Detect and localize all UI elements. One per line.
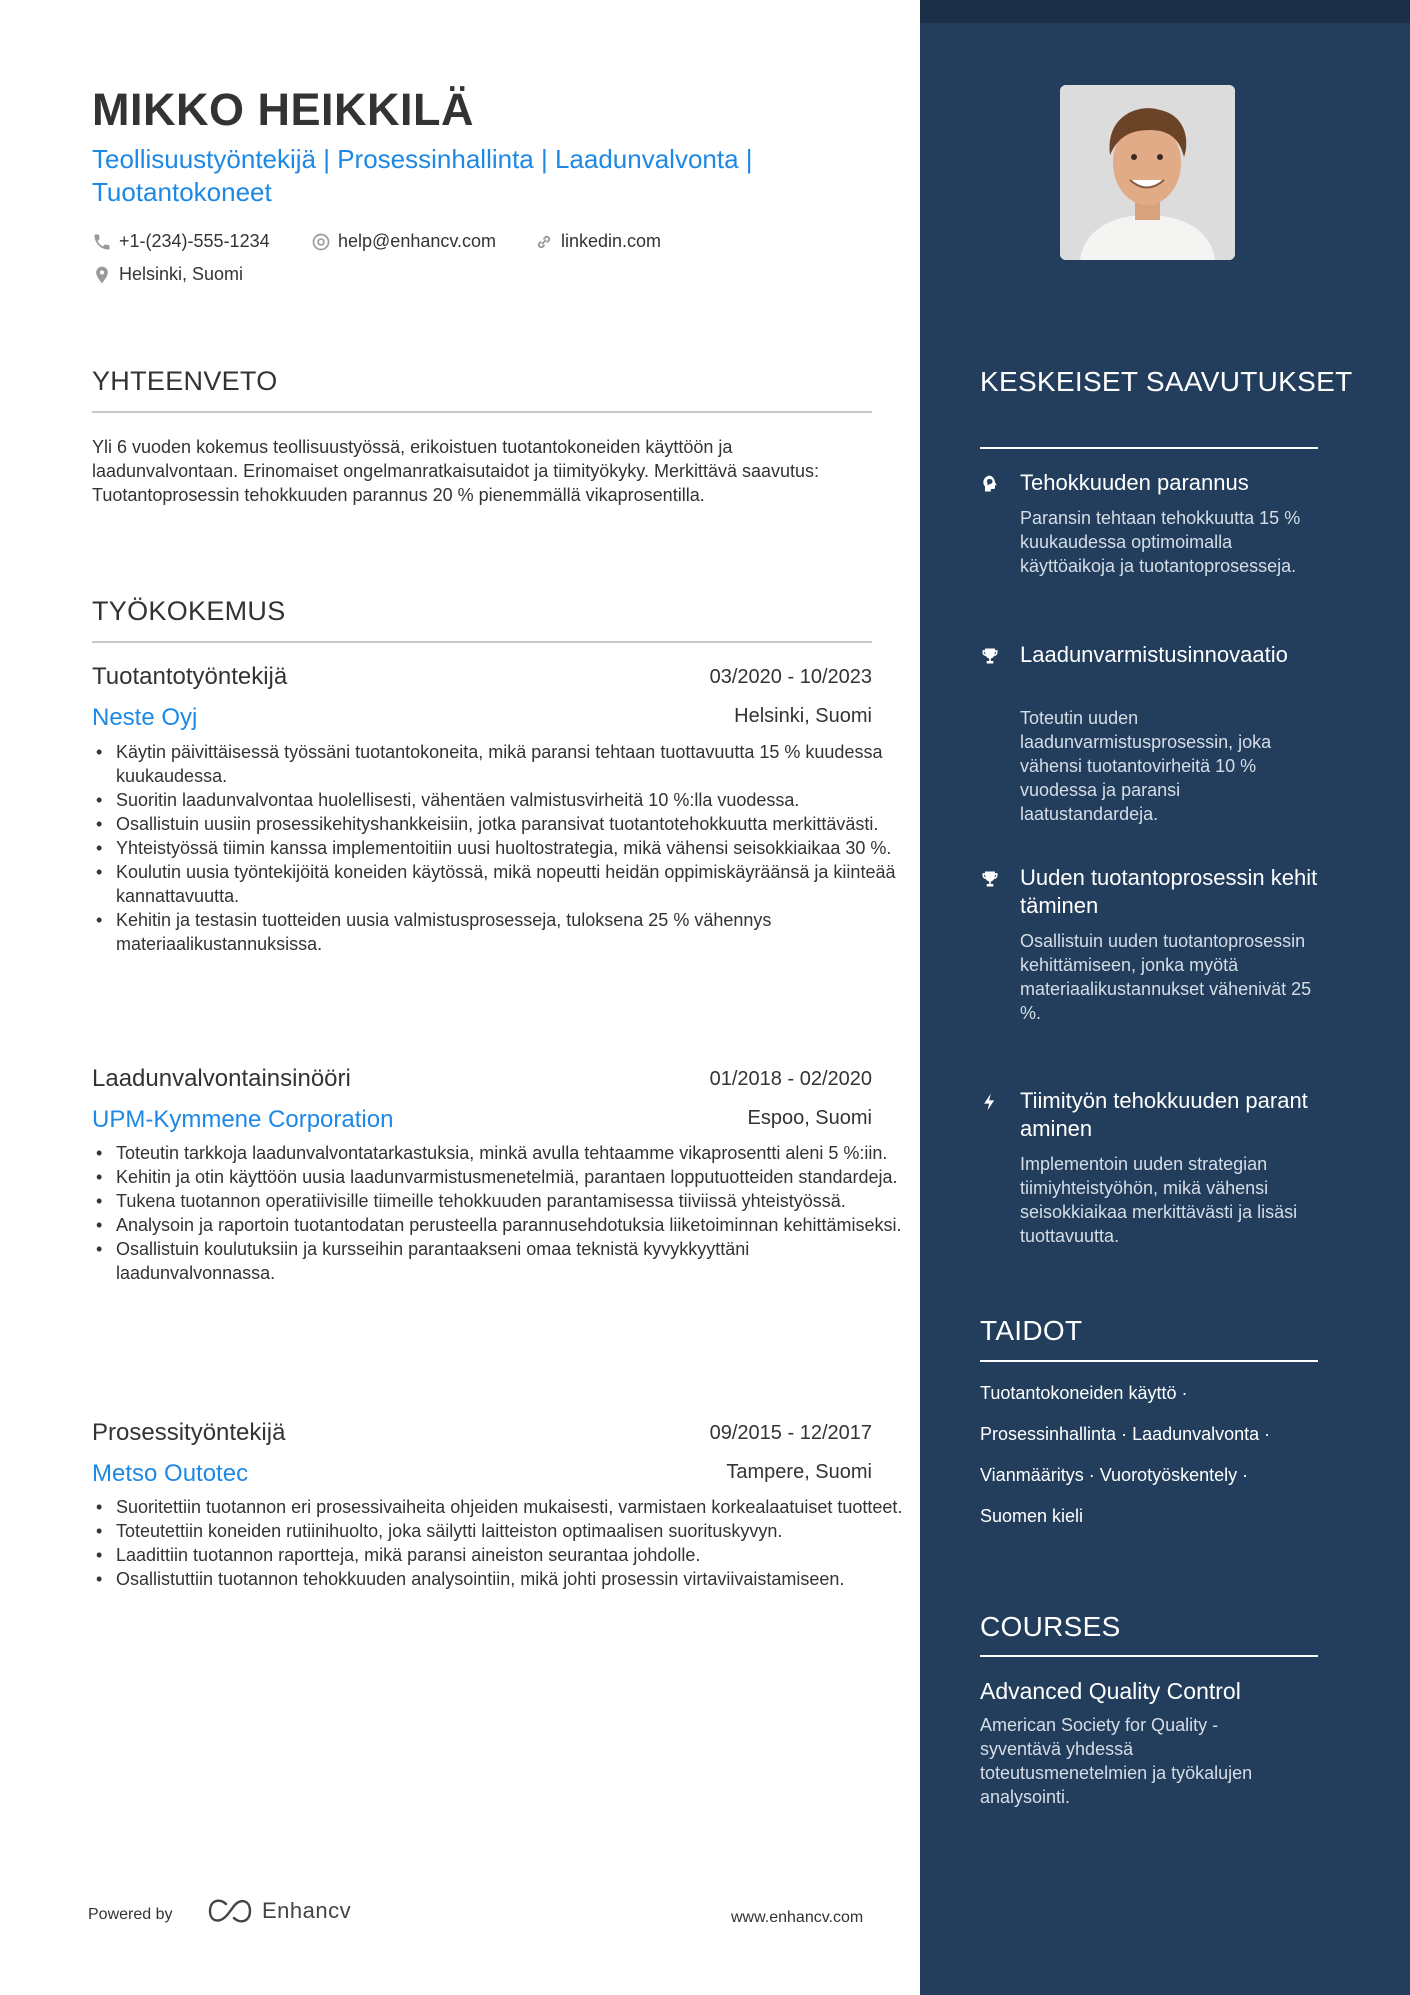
lightbulb-head-icon <box>980 474 1000 494</box>
job-bullets <box>92 740 906 956</box>
job-bullet: • Osallistuin koulutuksiin ja kursseihin parantaakseni omaa teknistä kyvykkyyttäni laadunvalvonnassa. <box>116 1237 906 1285</box>
courses-title: COURSES <box>980 1611 1121 1642</box>
headline: Teollisuustyöntekijä | Prosessinhallinta | Laadunvalvonta | Tuotantokoneet <box>92 144 753 207</box>
job-bullet: • Osallistuin uusiin prosessikehityshankkeisiin, jotka paransivat tuotantotehokkuutta merkittävästi. <box>116 812 906 836</box>
achievement-desc: Implementoin uuden strategian tiimiyhteistyöhön, mikä vähensi seisokkiaikaa merkittävästi ja lisäsi tuottavuutta. <box>1020 1154 1298 1246</box>
achievement-desc: Paransin tehtaan tehokkuutta 15 % kuukaudessa optimoimalla käyttöaikoja ja tuotantoprosesseja. <box>1020 508 1301 576</box>
achievement-desc: Osallistuin uuden tuotantoprosessin kehittämiseen, jonka myötä materiaalikustannukset vähenivät 25 %. <box>1020 931 1312 1023</box>
enhancv-brand: Enhancv <box>262 1898 352 1923</box>
contact-phone[interactable] <box>92 231 270 252</box>
location-text: Helsinki, Suomi <box>119 264 244 284</box>
job-location: Tampere, Suomi <box>726 1461 872 1483</box>
email-text: help@enhancv.com <box>338 231 497 251</box>
achievement-title: Tiimityön tehokkuuden parantaminen <box>1020 1088 1308 1141</box>
course-title: Advanced Quality Control <box>980 1678 1241 1704</box>
job-bullet: • Suoritettiin tuotannon eri prosessivaiheita ohjeiden mukaisesti, varmistaen korkealaatuiset tuotteet. <box>116 1495 906 1519</box>
skill-line: Prosessinhallinta · Laadunvalvonta · <box>980 1424 1271 1444</box>
job-bullet: • Analysoin ja raportoin tuotantodatan perusteella parannusehdotuksia liiketoiminnan kehittämiseksi. <box>116 1213 906 1237</box>
lightning-icon <box>980 1092 1000 1112</box>
powered-by-label: Powered by <box>88 1906 173 1923</box>
phone-icon <box>92 232 112 252</box>
achievement-title: Tehokkuuden parannus <box>1020 470 1249 495</box>
at-icon <box>311 232 331 252</box>
job-bullet: • Toteutin tarkkoja laadunvalvontatarkastuksia, minkä avulla tehtaamme vikaprosentti aleni 5 %:iin. <box>116 1141 906 1165</box>
summary-title: YHTEENVETO <box>92 366 278 396</box>
candidate-name: MIKKO HEIKKILÄ <box>92 84 474 135</box>
phone-text: +1-(234)-555-1234 <box>119 231 270 251</box>
achievements-title: KESKEISET SAAVUTUKSET <box>980 366 1353 397</box>
skill-line: Tuotantokoneiden käyttö · <box>980 1383 1188 1403</box>
trophy-icon <box>980 646 1000 666</box>
job-title: Tuotantotyöntekijä <box>92 663 288 690</box>
footer-url[interactable]: www.enhancv.com <box>731 1909 864 1926</box>
achievement-title: Laadunvarmistusinnovaatio <box>1020 642 1288 667</box>
enhancv-logo[interactable] <box>206 1898 351 1924</box>
achievement-desc: Toteutin uuden laadunvarmistusprosessin, joka vähensi tuotantovirheitä 10 % vuodessa ja paransi laatustandardeja. <box>1020 708 1272 824</box>
job-bullet: • Toteutettiin koneiden rutiinihuolto, joka säilytti laitteiston optimaalisen suorituskyvyn. <box>116 1519 906 1543</box>
location-pin-icon <box>92 265 112 285</box>
job-bullet: • Yhteistyössä tiimin kanssa implementoitiin uusi huoltostrategia, mikä vähensi seisokkiaikaa 30 %. <box>116 836 906 860</box>
trophy-icon <box>980 869 1000 889</box>
courses-divider <box>980 1655 1318 1657</box>
experience-title: TYÖKOKEMUS <box>92 596 286 626</box>
job-dates: 01/2018 - 02/2020 <box>709 1068 872 1090</box>
skills-divider <box>980 1360 1318 1362</box>
experience-divider <box>92 641 872 643</box>
job-bullet: • Tukena tuotannon operatiivisille tiimeille tehokkuuden parantamisessa tiiviissä yhteistyössä. <box>116 1189 906 1213</box>
linkedin-text: linkedin.com <box>561 231 662 251</box>
job-title: Laadunvalvontainsinööri <box>92 1065 351 1092</box>
job-bullet: • Suoritin laadunvalvontaa huolellisesti, vähentäen valmistusvirheitä 10 %:lla vuodessa. <box>116 788 906 812</box>
job-location: Espoo, Suomi <box>747 1107 872 1129</box>
contact-linkedin[interactable] <box>534 231 661 252</box>
job-bullet: • Kehitin ja testasin tuotteiden uusia valmistusprosesseja, tuloksena 25 % vähennys materiaalikustannuksissa. <box>116 908 906 956</box>
achievements-divider <box>980 447 1318 449</box>
job-company: Metso Outotec <box>92 1460 249 1487</box>
summary-text: Yli 6 vuoden kokemus teollisuustyössä, erikoistuen tuotantokoneiden käyttöön ja laadunvalvontaan. Erinomaiset ongelmanratkaisutaidot ja tiimityökyky. Merkittävä saavutus: Tuotantoprosessin tehokkuuden parannus 20 % pienemmällä vikaprosentilla. <box>92 437 820 505</box>
link-icon <box>534 232 554 252</box>
contact-email[interactable] <box>311 231 496 252</box>
job-dates: 03/2020 - 10/2023 <box>709 666 872 688</box>
job-title: Prosessityöntekijä <box>92 1419 286 1446</box>
job-bullet: • Koulutin uusia työntekijöitä koneiden käytössä, mikä nopeutti heidän oppimiskäyräänsä ja kiinteää kannattavuutta. <box>116 860 906 908</box>
skill-line: Vianmääritys · Vuorotyöskentely · <box>980 1465 1249 1485</box>
job-bullet: • Laadittiin tuotannon raportteja, mikä paransi aineiston seurantaa johdolle. <box>116 1543 906 1567</box>
job-company: Neste Oyj <box>92 704 198 731</box>
contact-location <box>92 264 243 285</box>
skill-line: Suomen kieli <box>980 1506 1084 1526</box>
sidebar-top-bar <box>920 0 1410 23</box>
job-bullet: • Osallistuttiin tuotannon tehokkuuden analysointiin, mikä johti prosessin virtaviivaistamiseen. <box>116 1567 906 1591</box>
enhancv-logo-icon <box>206 1898 254 1924</box>
job-location: Helsinki, Suomi <box>734 705 872 727</box>
job-company: UPM-Kymmene Corporation <box>92 1106 394 1133</box>
achievement-title: Uuden tuotantoprosessin kehittäminen <box>1020 865 1318 918</box>
summary-divider <box>92 411 872 413</box>
job-bullet: • Käytin päivittäisessä työssäni tuotantokoneita, mikä paransi tehtaan tuottavuutta 15 % kuudessa kuukaudessa. <box>116 740 906 788</box>
job-bullets <box>92 1495 906 1591</box>
job-dates: 09/2015 - 12/2017 <box>709 1422 872 1444</box>
job-bullets <box>92 1141 906 1285</box>
job-bullet: • Kehitin ja otin käyttöön uusia laadunvarmistusmenetelmiä, parantaen lopputuotteiden standardeja. <box>116 1165 906 1189</box>
skills-title: TAIDOT <box>980 1315 1083 1346</box>
course-desc: American Society for Quality - syventävä yhdessä toteutusmenetelmien ja työkalujen analysointi. <box>980 1715 1253 1807</box>
profile-photo <box>1060 85 1235 260</box>
